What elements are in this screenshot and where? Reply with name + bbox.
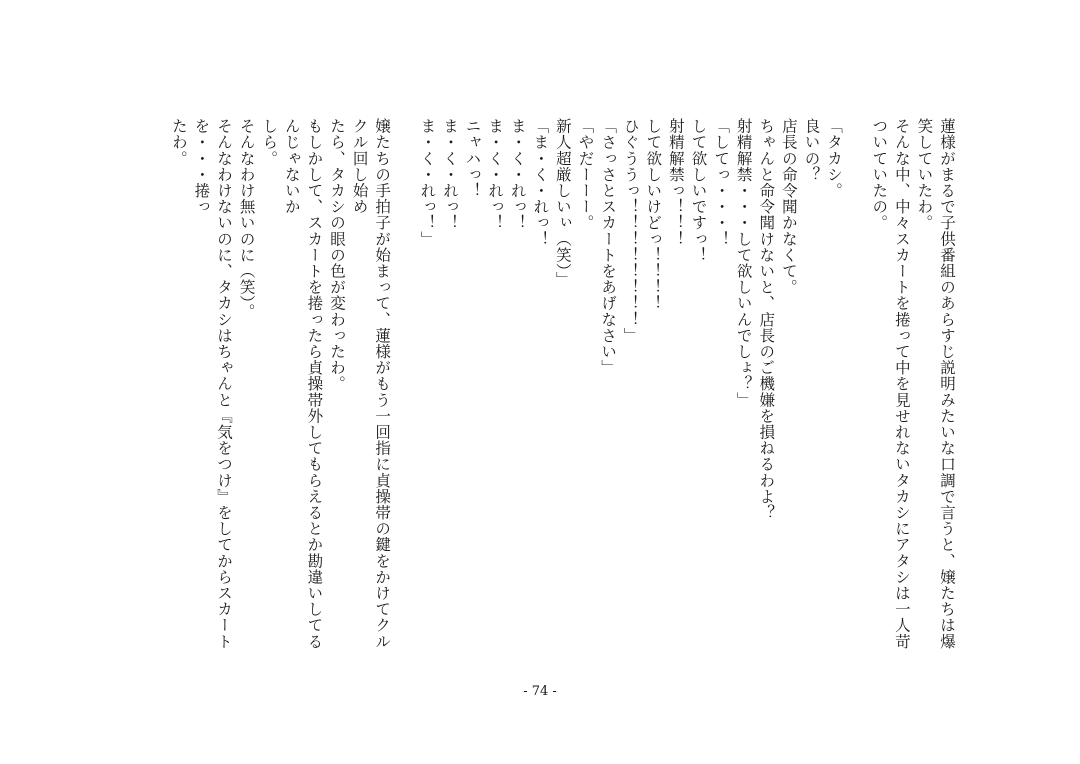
page-number: - 74 - bbox=[523, 684, 557, 699]
text-line: ま・く・れっ！ bbox=[508, 118, 527, 231]
text-line: ま・く・れっ！」 bbox=[418, 118, 437, 247]
text-line: しら。 bbox=[260, 118, 279, 167]
text-line: 「タカシ。 bbox=[825, 118, 844, 199]
text-line: 良いの？ bbox=[802, 118, 821, 183]
text-line: して欲しいけどっ！！！！ bbox=[644, 118, 663, 312]
text-line: 新人超厳しいぃ（笑）」 bbox=[553, 118, 572, 288]
text-line: 蓮様がまるで子供番組のあらすじ説明みたいな口調で言うと、嬢たちは爆笑していたわ。 bbox=[915, 118, 956, 650]
text-line: ま・く・れっ！ bbox=[440, 118, 459, 231]
text-line: もしかして、スカートを捲ったら貞操帯外してもらえるとか勘違いしてるんじゃないか bbox=[282, 118, 324, 650]
text-line: 店長の命令聞かなくて。 bbox=[779, 118, 798, 296]
text-line: 「やだーーー。 bbox=[576, 118, 595, 231]
text-line: 嬢たちの手拍子が始まって、蓮様がもう一回指に貞操帯の鍵をかけてクルクル回し始め bbox=[350, 118, 392, 650]
text-line: たわ。 bbox=[169, 118, 188, 167]
text-line: 「ま・く・れっ！ bbox=[531, 118, 550, 247]
text-line: ちゃんと命令聞けないと、店長のご機嫌を損ねるわよ？ bbox=[757, 118, 776, 521]
text-line: 射精解禁・・・して欲しいんでしょ？」 bbox=[734, 118, 753, 408]
text-line: ニャハっ！ bbox=[463, 118, 482, 199]
text-line: 射精解禁っ！！！ bbox=[666, 118, 685, 247]
blank-line bbox=[845, 118, 868, 658]
text-line: ひぐううっ！！！！！！！！」 bbox=[621, 118, 640, 344]
text-line: たら、タカシの眼の色が変わったわ。 bbox=[327, 118, 346, 392]
text-line: ま・く・れっ！ bbox=[486, 118, 505, 231]
vertical-text-body bbox=[169, 118, 958, 658]
blank-line bbox=[393, 118, 416, 658]
text-line: 「さっさとスカートをあげなさい」 bbox=[599, 118, 618, 376]
text-line: そんな中、中々スカートを捲って中を見せれないタカシにアタシは一人苛ついていたの。 bbox=[870, 118, 911, 650]
text-line: そんなわけないのに、タカシはちゃんと『気をつけ』をしてからスカートを・・・捲っ bbox=[192, 118, 233, 650]
text-line: そんなわけ無いのに（笑）。 bbox=[237, 118, 256, 320]
text-line: 「してっ・・・！ bbox=[712, 118, 731, 247]
text-line: して欲しいですっ！ bbox=[689, 118, 708, 263]
